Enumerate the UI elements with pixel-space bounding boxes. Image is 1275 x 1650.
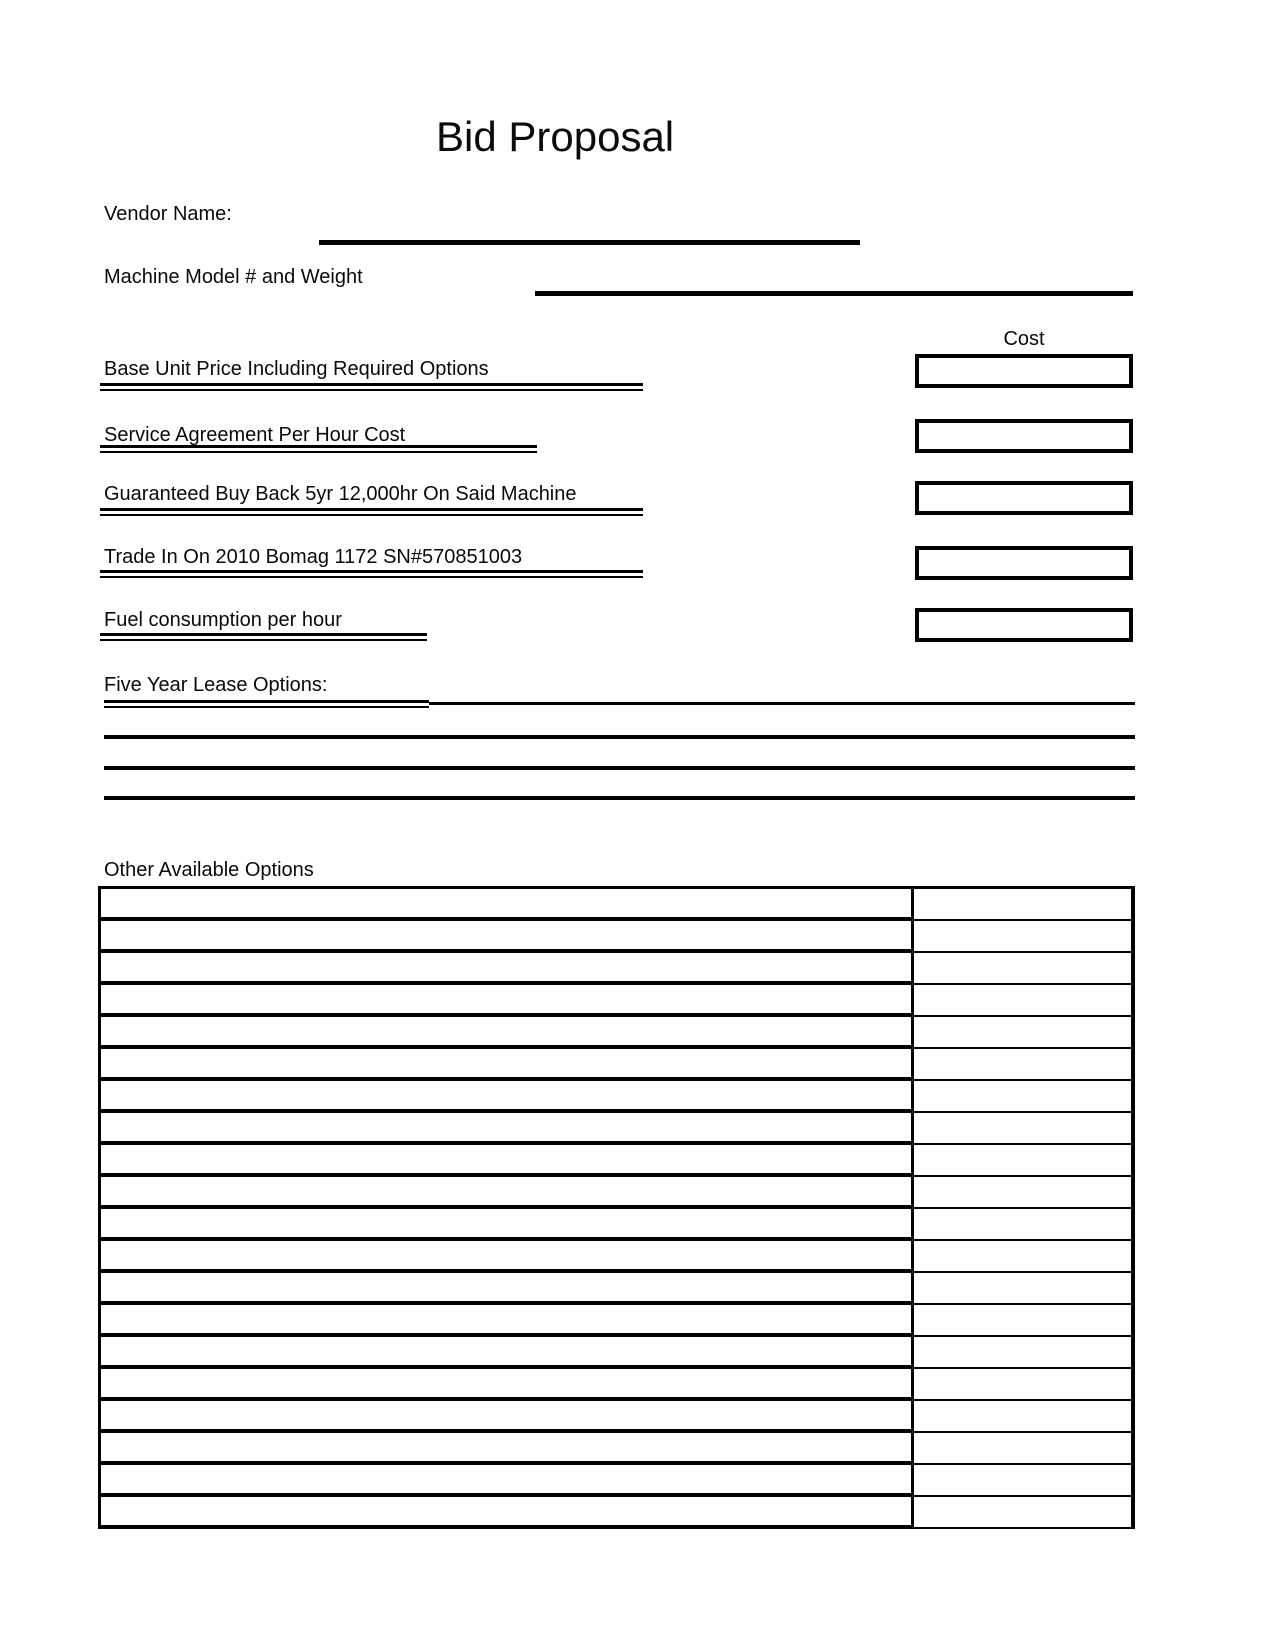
option-name-cell[interactable] [98, 1049, 914, 1081]
table-row [98, 1273, 1135, 1305]
option-name-cell[interactable] [98, 953, 914, 985]
option-cost-cell[interactable] [914, 1177, 1135, 1209]
option-name-cell[interactable] [98, 1433, 914, 1465]
cost-input-box-fuel-consumption[interactable] [915, 608, 1133, 642]
line-item-underline [100, 633, 427, 641]
option-name-cell[interactable] [98, 985, 914, 1017]
option-name-cell[interactable] [98, 1209, 914, 1241]
line-item-underline [100, 508, 643, 516]
option-name-cell[interactable] [98, 1401, 914, 1433]
option-cost-cell[interactable] [914, 1017, 1135, 1049]
options-table [98, 886, 1135, 1529]
option-name-cell[interactable] [98, 1145, 914, 1177]
line-item-label-trade-in: Trade In On 2010 Bomag 1172 SN#570851003 [104, 546, 523, 568]
table-row [98, 1145, 1135, 1177]
option-cost-cell[interactable] [914, 1401, 1135, 1433]
option-name-cell[interactable] [98, 1081, 914, 1113]
table-row [98, 889, 1135, 921]
table-row [98, 1209, 1135, 1241]
table-row [98, 1401, 1135, 1433]
option-cost-cell[interactable] [914, 1433, 1135, 1465]
option-cost-cell[interactable] [914, 1337, 1135, 1369]
option-cost-cell[interactable] [914, 1113, 1135, 1145]
lease-option-fill-line[interactable] [104, 735, 1135, 739]
line-item-label-fuel-consumption: Fuel consumption per hour [104, 609, 342, 631]
option-cost-cell[interactable] [914, 1209, 1135, 1241]
table-row [98, 1177, 1135, 1209]
cost-column-header: Cost [1003, 328, 1045, 350]
option-cost-cell[interactable] [914, 921, 1135, 953]
option-cost-cell[interactable] [914, 1241, 1135, 1273]
option-cost-cell[interactable] [914, 953, 1135, 985]
option-name-cell[interactable] [98, 1497, 914, 1529]
option-name-cell[interactable] [98, 1113, 914, 1145]
cost-input-box-trade-in[interactable] [915, 546, 1133, 580]
machine-model-fill-line[interactable] [535, 291, 1133, 296]
table-row [98, 1305, 1135, 1337]
table-row [98, 1497, 1135, 1529]
lease-options-label: Five Year Lease Options: [104, 674, 328, 696]
option-name-cell[interactable] [98, 921, 914, 953]
line-item-underline [100, 570, 643, 578]
option-cost-cell[interactable] [914, 1049, 1135, 1081]
option-name-cell[interactable] [98, 1305, 914, 1337]
option-cost-cell[interactable] [914, 889, 1135, 921]
line-item-label-service-agreement: Service Agreement Per Hour Cost [104, 424, 406, 446]
table-row [98, 1081, 1135, 1113]
table-row [98, 1113, 1135, 1145]
lease-option-fill-line[interactable] [104, 766, 1135, 770]
other-options-label: Other Available Options [104, 859, 314, 881]
option-name-cell[interactable] [98, 1241, 914, 1273]
option-name-cell[interactable] [98, 1273, 914, 1305]
option-cost-cell[interactable] [914, 1497, 1135, 1529]
lease-options-fill-line[interactable] [429, 702, 1135, 705]
table-row [98, 1049, 1135, 1081]
option-name-cell[interactable] [98, 1177, 914, 1209]
vendor-name-fill-line[interactable] [319, 240, 860, 245]
line-item-label-guaranteed-buy-back: Guaranteed Buy Back 5yr 12,000hr On Said Machine [104, 483, 577, 505]
page-title: Bid Proposal [436, 113, 675, 160]
lease-options-underline [104, 700, 429, 708]
option-name-cell[interactable] [98, 889, 914, 921]
option-name-cell[interactable] [98, 1337, 914, 1369]
line-item-label-base-unit-price: Base Unit Price Including Required Options [104, 358, 489, 380]
table-row [98, 1337, 1135, 1369]
option-cost-cell[interactable] [914, 1145, 1135, 1177]
table-row [98, 1433, 1135, 1465]
option-cost-cell[interactable] [914, 1465, 1135, 1497]
machine-model-label: Machine Model # and Weight [104, 266, 363, 288]
option-cost-cell[interactable] [914, 1369, 1135, 1401]
lease-option-fill-line[interactable] [104, 796, 1135, 800]
table-row [98, 1465, 1135, 1497]
table-row [98, 953, 1135, 985]
table-row [98, 921, 1135, 953]
cost-input-box-guaranteed-buy-back[interactable] [915, 481, 1133, 515]
cost-input-box-base-unit-price[interactable] [915, 354, 1133, 388]
option-cost-cell[interactable] [914, 1273, 1135, 1305]
option-name-cell[interactable] [98, 1017, 914, 1049]
option-cost-cell[interactable] [914, 1081, 1135, 1113]
line-item-underline [100, 383, 643, 391]
option-cost-cell[interactable] [914, 985, 1135, 1017]
option-name-cell[interactable] [98, 1369, 914, 1401]
cost-input-box-service-agreement[interactable] [915, 419, 1133, 453]
option-name-cell[interactable] [98, 1465, 914, 1497]
line-item-underline [100, 445, 537, 453]
vendor-name-label: Vendor Name: [104, 203, 232, 225]
table-row [98, 1241, 1135, 1273]
table-row [98, 1017, 1135, 1049]
table-row [98, 985, 1135, 1017]
option-cost-cell[interactable] [914, 1305, 1135, 1337]
table-row [98, 1369, 1135, 1401]
